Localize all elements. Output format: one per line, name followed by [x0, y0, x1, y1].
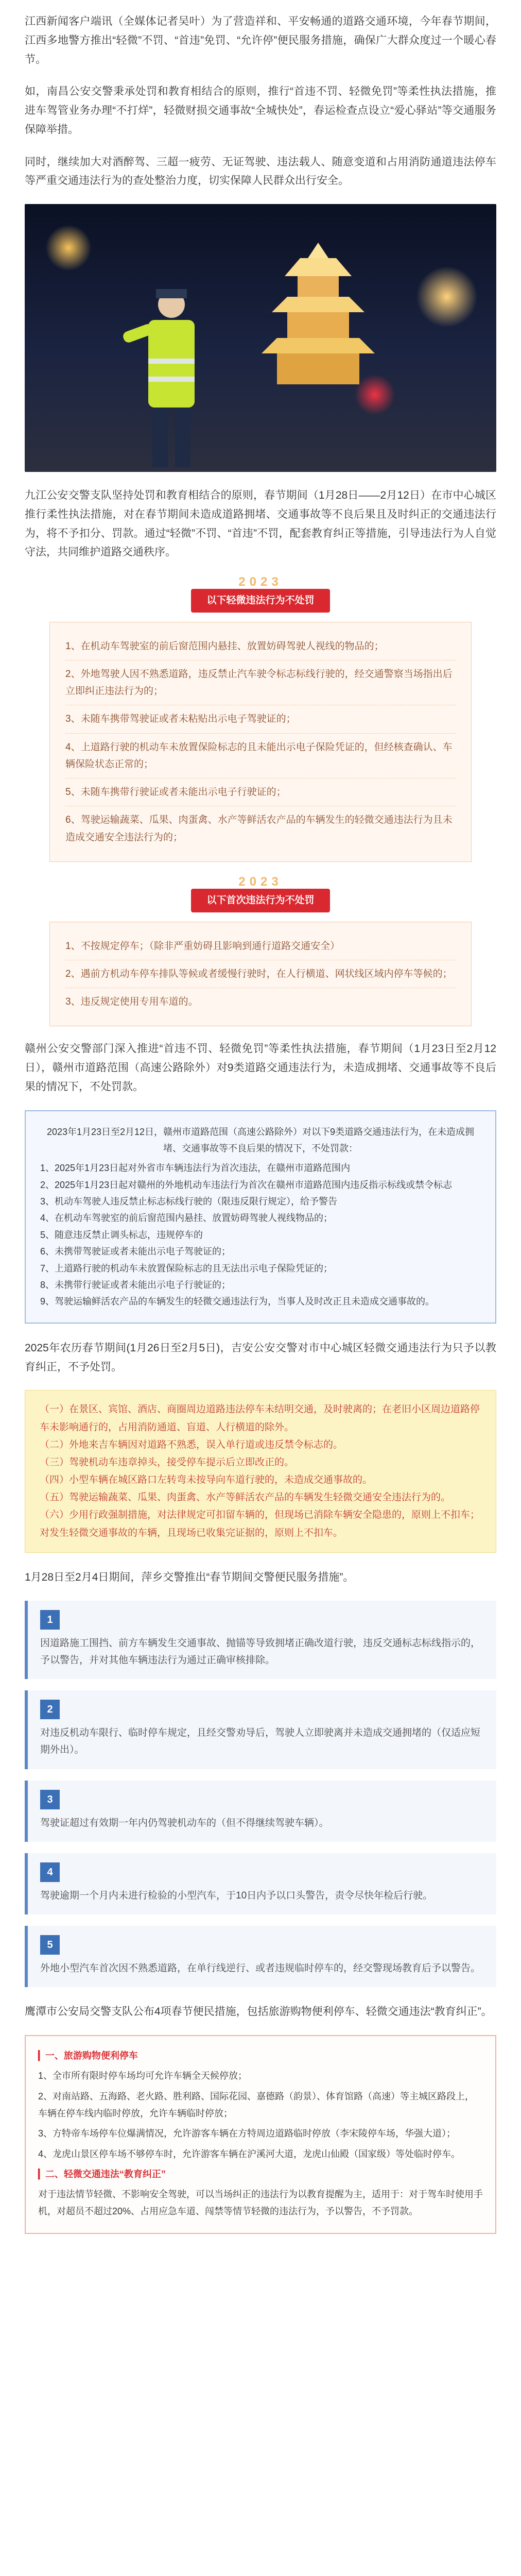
ganzhou-notice-box: [25, 1110, 496, 1324]
pavilion-icon: [241, 235, 395, 389]
pingxiang-paragraph: 1月28日至2月4日期间，萍乡交警推出“春节期间交警便民服务措施”。: [25, 1571, 354, 1583]
list-item: 1、在机动车驾驶室的前后窗范围内悬挂、放置妨碍驾驶人视线的物品的；: [65, 633, 456, 660]
banner-decoration: 2023: [238, 575, 283, 589]
list-item: 2、2025年1月23日起对赣州的外地机动车违法行为首次在赣州市道路范围内违反指示标线或禁令标志: [40, 1179, 453, 1190]
list-item: （四）小型车辆在城区路口左转弯未按导向车道行驶的，未造成交通事故的。: [40, 1475, 373, 1486]
ganzhou-paragraph: 赣州公安交警部门深入推进“首违不罚、轻微免罚”等柔性执法措施，春节期间（1月23日至2月12日），赣州市道路范围（高速公路除外）对9类道路交通违法行为，未造成拥堵、交通事故等不良后果的情况下，不处罚款。: [25, 1043, 496, 1093]
list-item: （二）外地来吉车辆因对道路不熟悉，误入单行道或违反禁令标志的。: [40, 1439, 343, 1450]
banner-label: 以下首次违法行为不处罚: [191, 889, 329, 912]
traffic-officer-photo: [25, 204, 496, 472]
section-title: ▎ 一、旅游购物便利停车: [38, 2047, 483, 2064]
measure-card: [25, 1853, 496, 1914]
measure-number: 4: [40, 1862, 60, 1882]
first-violations-list: [49, 922, 472, 1027]
list-item: 5、未随车携带行驶证或者未能出示电子行驶证的；: [65, 778, 456, 806]
list-item: 3、方特帝车场停车位爆满情况，允许游客车辆在方特周边道路临时停放（李宋陵停车场，华强大道）；: [38, 2128, 456, 2139]
list-item: 2、对南站路、五海路、老火路、胜利路、国际花园、嘉德路（韵景）、体育馆路（高速）等主城区路段上，车辆在停车线内临时停放，允许车辆临时停放；: [38, 2091, 475, 2119]
list-item: 9、驾驶运输鲜活农产品的车辆发生的轻微交通违法行为，当事人及时改正且未造成交通事故的。: [40, 1296, 435, 1307]
measure-number: 5: [40, 1935, 60, 1955]
measure-card: [25, 1926, 496, 1987]
list-item: 3、机动车驾驶人违反禁止标志标线行驶的（限违反限行规定），给予警告: [40, 1196, 338, 1207]
list-item: 6、未携带驾驶证或者未能出示电子驾驶证的；: [40, 1246, 231, 1257]
list-item: 6、驾驶运输蔬菜、瓜果、肉蛋禽、水产等鲜活农产品的车辆发生的轻微交通违法行为且未造成交通安全违法行为的；: [65, 815, 453, 843]
banner-minor-violations: [25, 575, 496, 613]
list-item: 8、未携带行驶证或者未能出示电子行驶证的；: [40, 1280, 231, 1291]
pingxiang-measures: [25, 1601, 496, 1988]
banner-first-violations: [25, 875, 496, 912]
measure-number: 3: [40, 1790, 60, 1809]
list-item: 2、遇前方机动车停车排队等候或者缓慢行驶时，在人行横道、网状线区域内停车等候的；: [65, 960, 456, 988]
list-item: （五）驾驶运输蔬菜、瓜果、肉蛋禽、水产等鲜活农产品的车辆发生轻微交通安全违法行为的。: [40, 1492, 451, 1503]
list-item: 4、上道路行驶的机动车未放置保险标志的且未能出示电子保险凭证的，但经核查确认、车辆保险状态正常的；: [65, 734, 456, 779]
nanchang-paragraph-2: 同时，继续加大对酒醉驾、三超一疲劳、无证驾驶、违法载人、随意变道和占用消防通道违法停车等严重交通违法行为的查处整治力度，切实保障人民群众出行安全。: [25, 156, 496, 187]
section-title: ▎ 二、轻微交通违法“教育纠正”: [38, 2166, 483, 2183]
list-item: 1、全市所有限时停车场均可允许车辆全天候停放；: [38, 2071, 248, 2081]
list-item: 4、龙虎山景区停车场不够停车时，允许游客车辆在沪溪河大道，龙虎山仙殿（国家级）等处临时停车。: [38, 2148, 461, 2159]
list-item: （六）少用行政强制措施，对法律规定可扣留车辆的，但现场已消除车辆安全隐患的，原则上不扣车；对发生轻微交通事故的车辆，且现场已收集完证据的，原则上不扣车。: [40, 1510, 480, 1538]
list-item: 3、未随车携带驾驶证或者未粘贴出示电子驾驶证的；: [65, 705, 456, 733]
measure-card: [25, 1601, 496, 1680]
list-item: 7、上道路行驶的机动车未放置保险标志的且无法出示电子保险凭证的；: [40, 1263, 333, 1274]
yingtan-notice-box: [25, 2035, 496, 2234]
yingtan-paragraph: 鹰潭市公安局交警支队公布4项春节便民措施，包括旅游购物便利停车、轻微交通违法“教育纠正”。: [25, 2006, 492, 2018]
banner-decoration: 2023: [238, 874, 283, 889]
intro-paragraph: 江西新闻客户端讯（全媒体记者吴叶）为了营造祥和、平安畅通的道路交通环境，今年春节期间，江西多地警方推出“轻微”不罚、“首违”免罚、“允许停”便民服务措施，确保广大群众度过一个暖心春节。: [25, 15, 496, 65]
jian-paragraph: 2025年农历春节期间(1月26日至2月5日)，吉安公安交警对市中心城区轻微交通违法行为只予以教育纠正，不予处罚。: [25, 1342, 496, 1373]
measure-text: 外地小型汽车首次因不熟悉道路，在单行线逆行、或者违规临时停车的，经交警现场教育后予以警告。: [40, 1963, 481, 1974]
measure-card: [25, 1690, 496, 1769]
measure-text: 驾驶逾期一个月内未进行检验的小型汽车，于10日内予以口头警告，责令尽快年检后行驶。: [40, 1890, 433, 1901]
list-item: 3、违反规定使用专用车道的。: [65, 996, 198, 1008]
jian-notice-box: [25, 1390, 496, 1553]
list-item: 1、不按规定停车；（除非严重妨碍且影响到通行道路交通安全）: [65, 933, 456, 960]
list-item: 1、2025年1月23日起对外省市车辆违法行为首次违法，在赣州市道路范围内: [40, 1163, 351, 1174]
list-item: （一）在景区、宾馆、酒店、商圈周边道路违法停车未结明交通，及时驶离的；在老旧小区周边道路停车未影响通行的，占用消防通道、盲道、人行横道的除外。: [40, 1404, 480, 1433]
measure-number: 2: [40, 1700, 60, 1719]
list-item: 2、外地驾驶人因不熟悉道路，违反禁止汽车驶令标志标线行驶的，经交通警察当场指出后立即纠正违法行为的；: [65, 660, 456, 706]
nanchang-paragraph-1: 如，南昌公安交警秉承处罚和教育相结合的原则，推行“首违不罚、轻微免罚”等柔性执法措施，推进车驾管业务办理“不打烊”，轻微财损交通事故“全城快处”，春运检查点设立“爱心驿站”等交通服务保障举措。: [25, 86, 496, 135]
banner-label: 以下轻微违法行为不处罚: [191, 589, 329, 612]
list-item: 5、随意违反禁止调头标志，违规停车的: [40, 1229, 203, 1240]
ganzhou-notice-title: 2023年1月23日至2月12日，赣州市道路范围（高速公路除外）对以下9类道路交通违法行为，在未造成拥堵、交通事故等不良后果的情况下，不处罚款：: [46, 1126, 475, 1154]
list-item: （三）驾驶机动车违章掉头，接受停车提示后立即改正的。: [40, 1456, 294, 1468]
measure-text: 因道路施工围挡、前方车辆发生交通事故、抛锚等导致拥堵正确改道行驶，违反交通标志标线指示的，予以警告，并对其他车辆违法行为通过正确审核排除。: [40, 1637, 481, 1666]
measure-card: [25, 1781, 496, 1842]
measure-text: 对违反机动车限行、临时停车规定，且经交警劝导后，驾驶人立即驶离并未造成交通拥堵的（仅适应短期外出）。: [40, 1727, 481, 1756]
measure-number: 1: [40, 1610, 60, 1630]
list-item: 4、在机动车驾驶室的前后窗范围内悬挂、放置妨碍驾驶人视线物品的；: [40, 1213, 333, 1224]
jiujiang-paragraph: 九江公安交警支队坚持处罚和教育相结合的原则，春节期间（1月28日——2月12日）在市中心城区推行柔性执法措施，对在春节期间未造成道路拥堵、交通事故等不良后果且及时纠正的交通违法行为，将不予扣分、罚款。通过“轻微”不罚、“首违”不罚，配套教育纠正等措施，引导违法行为人自觉守法，共同维护道路交通秩序。: [25, 489, 496, 558]
police-officer-icon: [123, 281, 220, 472]
list-item: 对于违法情节轻微、不影响安全驾驶，可以当场纠正的违法行为以教育提醒为主，适用于：对于驾车时使用手机，对超员不超过20%、占用应急车道、闯禁等情节轻微的违法行为，予以警告，不予罚款。: [38, 2189, 483, 2217]
minor-violations-list: [49, 622, 472, 862]
measure-text: 驾驶证超过有效期一年内仍驾驶机动车的（但不得继续驾驶车辆）。: [40, 1817, 329, 1828]
